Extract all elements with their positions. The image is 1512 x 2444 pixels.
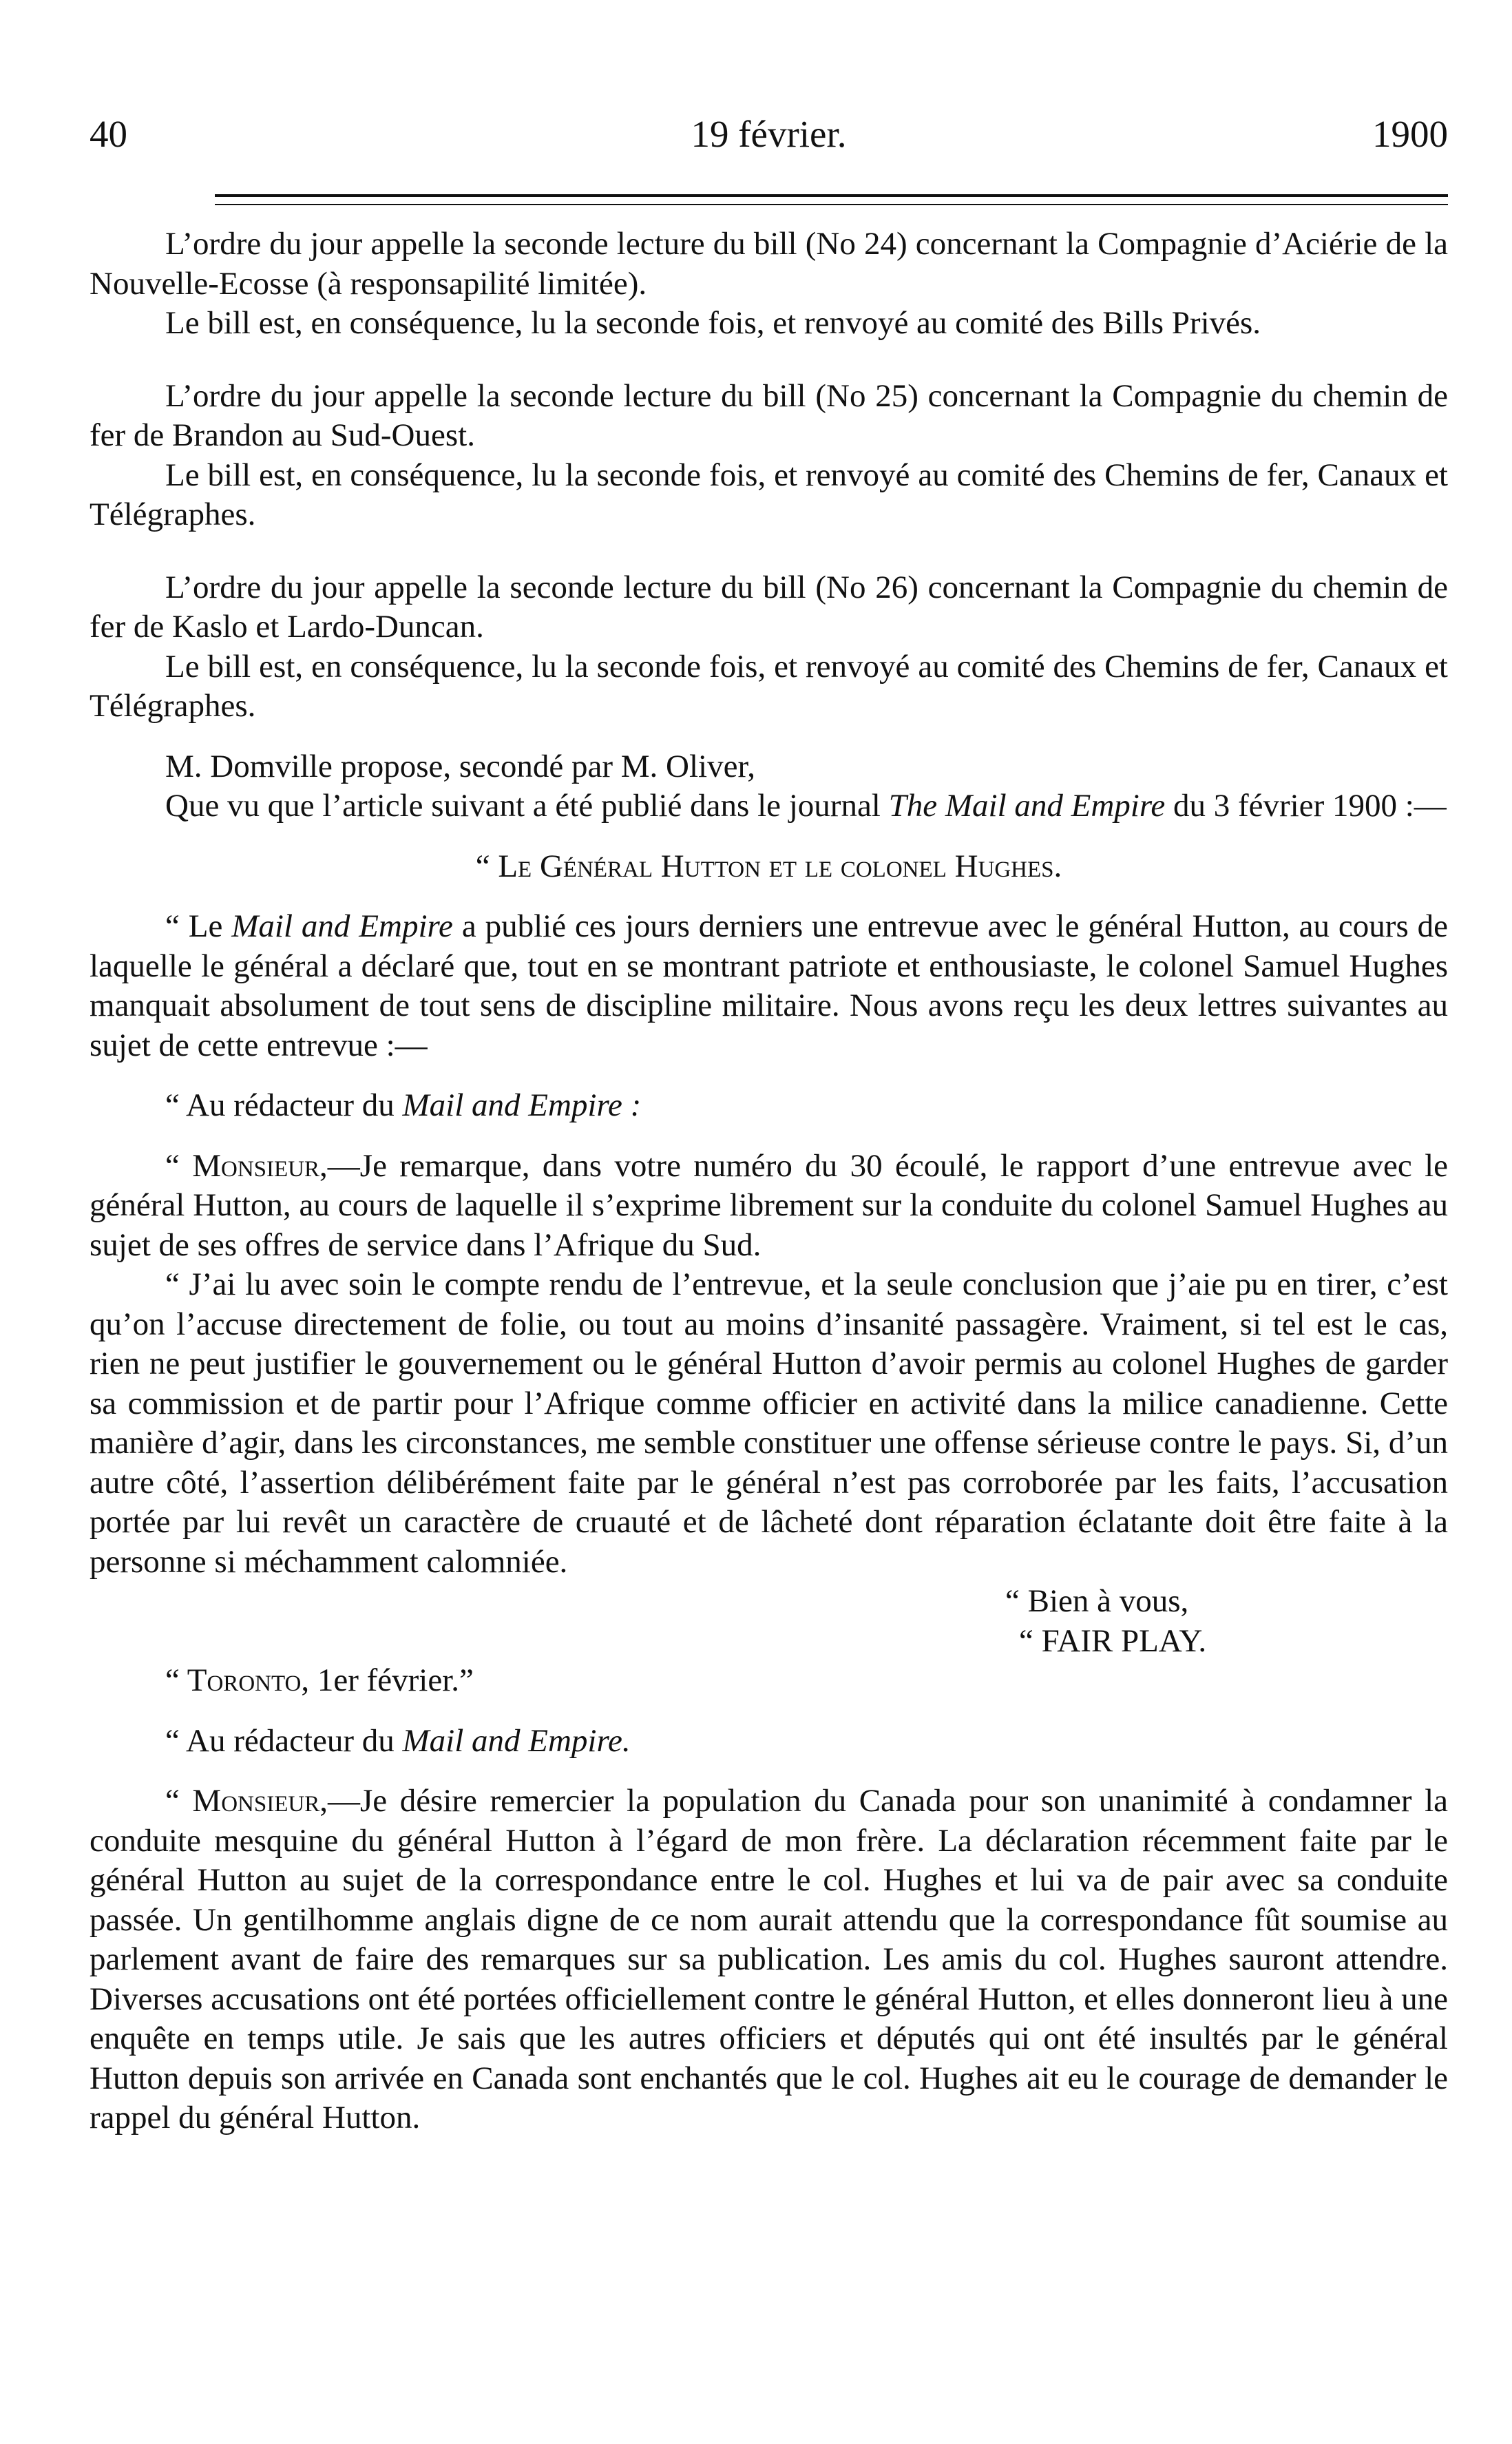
- paragraph-motion: M. Domville propose, secondé par M. Oliver,: [165, 748, 755, 784]
- paragraph-bill-25-result: Le bill est, en conséquence, lu la seconde fois, et renvoyé au comité des Chemins de fer, Canaux et Télégraphes.: [90, 457, 1448, 532]
- header-rule-thin: [215, 204, 1448, 205]
- page-body: [90, 224, 1448, 2138]
- letter1-paragraph-2: “ J’ai lu avec soin le compte rendu de l’entrevue, et la seule conclusion que j’aie pu en tirer, c’est qu’on l’accuse directement de folie, ou tout au moins d’insanité passagère. Vraiment, si tel est le cas, rien ne peut justifier le gouvernement ou le général Hutton d’avoir permis au colonel Hughes de garder sa commission et de partir pour l’Afrique comme officier en activité dans la milice canadienne. Cette manière d’agir, dans les circonstances, me semble constituer une offense sérieuse contre le pays. Si, d’un autre côté, l’assertion délibérément faite par le général n’est pas corroborée par les faits, l’accusation portée par lui revêt un caractère de cruauté et de lâcheté dont réparation éclatante doit être faite à la personne si méchamment calomniée.: [90, 1266, 1448, 1580]
- header-rule-thick: [215, 194, 1448, 197]
- letter1-signature: “ FAIR PLAY.: [1019, 1622, 1207, 1659]
- letter2-paragraph-1: “ Monsieur,—Je désire remercier la population du Canada pour son unanimité à condamner la conduite mesquine du général Hutton à l’égard de mon frère. La déclaration récemment faite par le général Hutton au sujet de la correspondance entre le col. Hughes et lui va de pair avec sa conduite passée. Un gentilhomme anglais digne de ce nom aurait attendu que la correspondance fût soumise au parlement avant de faire des remarques sur sa publication. Les amis du col. Hughes sauront attendre. Diverses accusations ont été portées officiellement contre le général Hutton, et elles donneront lieu à une enquête en temps utile. Je sais que les autres officiers et députés qui ont été insultés par le général Hutton depuis son arrivée en Canada sont enchantés que le col. Hughes ait eu le courage de demander le rappel du général Hutton.: [90, 1783, 1448, 2135]
- header-date: 19 février.: [691, 113, 847, 155]
- newspaper-title: The Mail and Empire: [888, 788, 1166, 824]
- page-number: 40: [90, 113, 127, 155]
- paragraph-bill-24: L’ordre du jour appelle la seconde lecture du bill (No 24) concernant la Compagnie d’Aciérie de la Nouvelle-Ecosse (à responsapilité limitée).: [90, 226, 1448, 302]
- paragraph-motion-text: Que vu que l’article suivant a été publié dans le journal The Mail and Empire du 3 février 1900 :—: [165, 788, 1447, 824]
- paragraph-bill-25: L’ordre du jour appelle la seconde lecture du bill (No 25) concernant la Compagnie du chemin de fer de Brandon au Sud-Ouest.: [90, 377, 1448, 453]
- paragraph-bill-26: L’ordre du jour appelle la seconde lecture du bill (No 26) concernant la Compagnie du chemin de fer de Kaslo et Lardo-Duncan.: [90, 569, 1448, 645]
- letter1-closing: “ Bien à vous,: [1005, 1583, 1189, 1619]
- newspaper-title: Mail and Empire :: [402, 1087, 642, 1123]
- newspaper-title: Mail and Empire.: [402, 1722, 631, 1759]
- header-year: 1900: [1372, 113, 1448, 155]
- letter2-salutation-line: “ Au rédacteur du Mail and Empire.: [165, 1722, 631, 1759]
- page-header: [90, 110, 1448, 158]
- letter1-paragraph-1: “ Monsieur,—Je remarque, dans votre numéro du 30 écoulé, le rapport d’une entrevue avec le général Hutton, au cours de laquelle il s’exprime librement sur la conduite du colonel Samuel Hughes au sujet de ses offres de service dans l’Afrique du Sud.: [90, 1147, 1448, 1263]
- paragraph-bill-24-result: Le bill est, en conséquence, lu la seconde fois, et renvoyé au comité des Bills Privés.: [165, 305, 1261, 341]
- article-heading: “ Le Général Hutton et le colonel Hughes.: [475, 848, 1062, 884]
- paragraph-article-intro: “ Le Mail and Empire a publié ces jours derniers une entrevue avec le général Hutton, au cours de laquelle le général a déclaré que, tout en se montrant patriote et enthousiaste, le colonel Samuel Hughes manquait absolument de tout sens de discipline militaire. Nous avons reçu les deux lettres suivantes au sujet de cette entrevue :—: [90, 908, 1448, 1063]
- letter1-place-date: “ Toronto, 1er février.”: [165, 1662, 474, 1698]
- newspaper-title: Mail and Empire: [231, 908, 453, 944]
- paragraph-bill-26-result: Le bill est, en conséquence, lu la seconde fois, et renvoyé au comité des Chemins de fer, Canaux et Télégraphes.: [90, 648, 1448, 724]
- letter1-salutation-line: “ Au rédacteur du Mail and Empire :: [165, 1087, 642, 1123]
